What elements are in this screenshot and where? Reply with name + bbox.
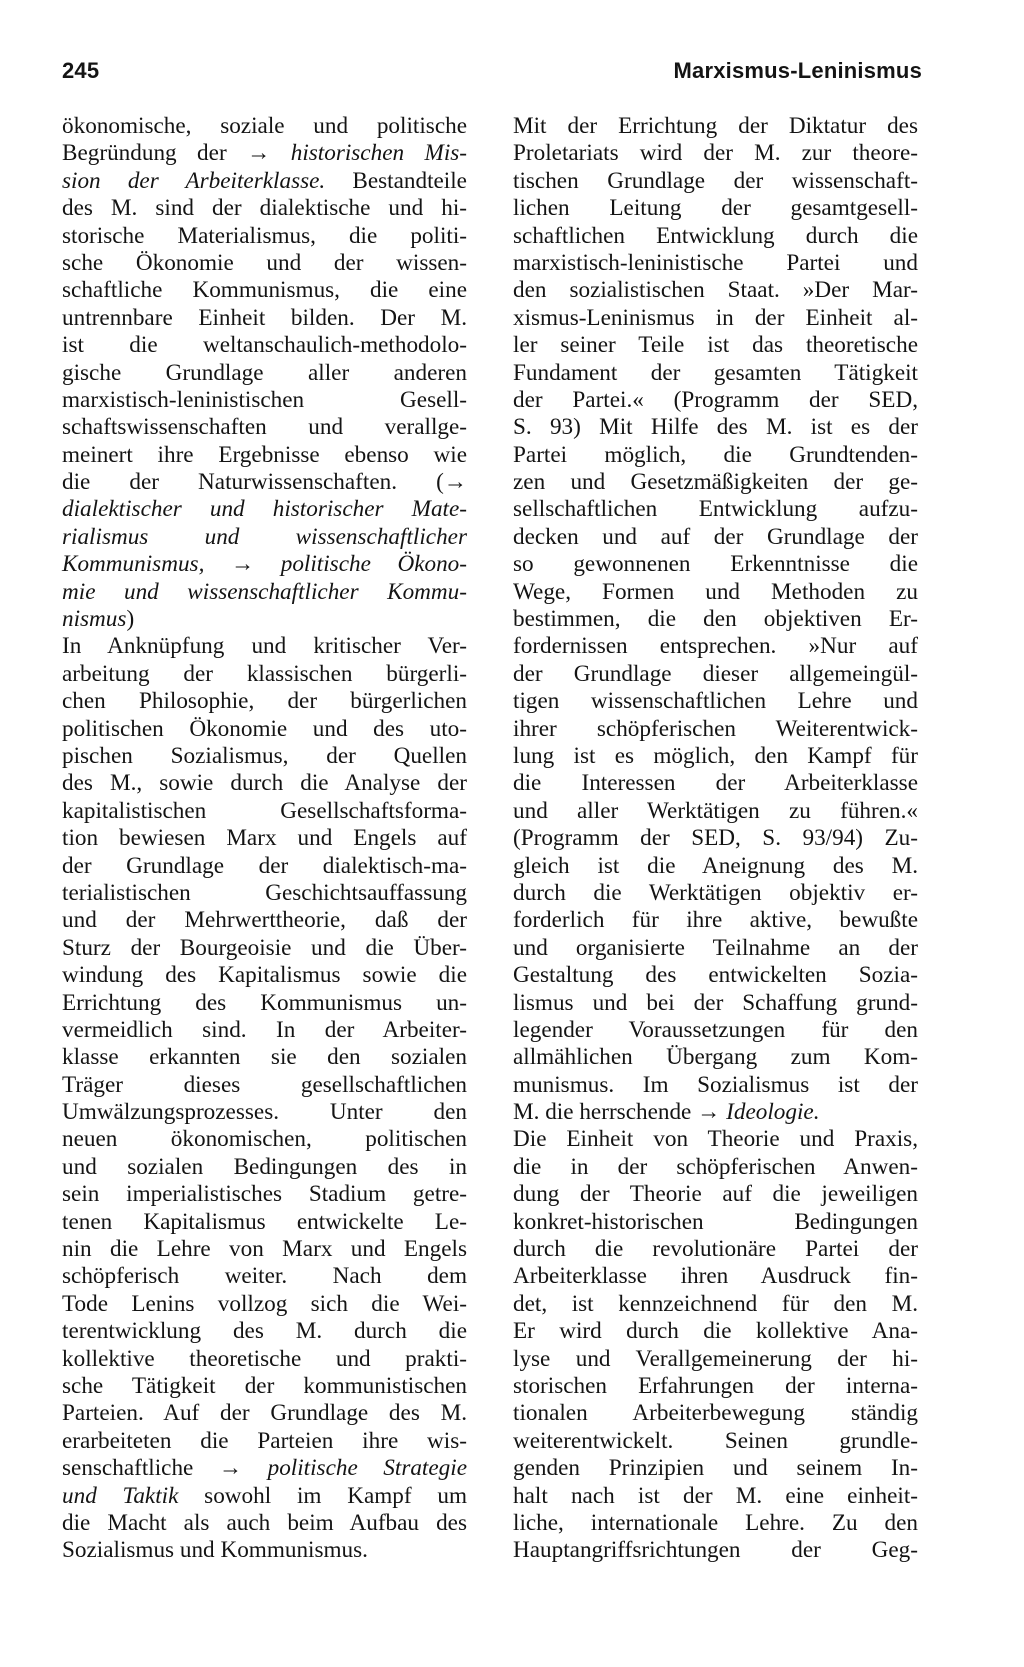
italic-text: Kommunismus, — [62, 551, 205, 578]
text-line — [62, 277, 467, 304]
text-segment: die der Naturwissenschaften. (→ — [62, 469, 467, 496]
text-segment: die Macht als auch beim Aufbau des — [62, 1509, 467, 1536]
text-segment: lichen Leitung der gesamtgesell- — [513, 195, 918, 222]
italic-text: politische Strategie — [267, 1455, 467, 1482]
text-segment: det, ist kennzeichnend für den M. — [513, 1290, 918, 1317]
text-line — [513, 1099, 918, 1126]
text-line — [513, 168, 918, 195]
text-line — [62, 661, 467, 688]
text-line — [62, 250, 467, 277]
text-line — [62, 387, 467, 414]
text-segment: Partei möglich, die Grundtenden- — [513, 441, 918, 468]
text-line — [62, 688, 467, 715]
text-segment: der Partei.« (Programm der SED, — [513, 386, 918, 413]
text-line — [62, 798, 467, 825]
text-line — [513, 1017, 918, 1044]
text-line — [513, 1373, 918, 1400]
text-segment: xismus-Leninismus in der Einheit al- — [513, 304, 918, 331]
italic-text: historischen Mis- — [290, 140, 468, 167]
text-line — [62, 1400, 467, 1427]
text-segment: kapitalistischen Gesellschaftsforma- — [62, 797, 467, 824]
italic-text: und Taktik — [62, 1482, 179, 1509]
text-line — [513, 1181, 918, 1208]
text-segment: die in der schöpferischen Anwen- — [513, 1153, 918, 1180]
text-line — [62, 770, 467, 797]
text-line — [513, 1428, 918, 1455]
text-line — [62, 716, 467, 743]
text-segment: → — [204, 551, 281, 578]
text-line — [513, 770, 918, 797]
right-text-column — [513, 113, 918, 1565]
text-segment: M. die herrschende → — [513, 1099, 727, 1126]
text-segment: und organisierte Teilnahme an der — [513, 934, 918, 961]
text-segment: ist die weltanschaulich-methodolo- — [62, 332, 467, 359]
text-segment: ihrer schöpferischen Weiterentwick- — [513, 715, 918, 742]
text-line — [62, 360, 467, 387]
text-segment: vermeidlich sind. In der Arbeiter- — [62, 1016, 467, 1043]
text-segment: sellschaftlichen Entwicklung aufzu- — [513, 496, 918, 523]
text-line — [62, 825, 467, 852]
text-line — [62, 1044, 467, 1071]
text-line — [513, 113, 918, 140]
text-segment: Begründung der → — [62, 140, 291, 167]
text-line — [62, 1510, 467, 1537]
text-segment: gische Grundlage aller anderen — [62, 359, 467, 386]
text-segment: Errichtung des Kommunismus un- — [62, 989, 467, 1016]
text-segment: Wege, Formen und Methoden zu — [513, 578, 918, 605]
text-line — [513, 1483, 918, 1510]
text-line — [513, 853, 918, 880]
text-segment: erarbeiteten die Parteien ihre wis- — [62, 1427, 467, 1454]
text-line — [513, 1209, 918, 1236]
text-line — [513, 935, 918, 962]
text-segment: meinert ihre Ergebnisse ebenso wie — [62, 441, 467, 468]
text-segment: storische Materialismus, die politi- — [62, 222, 467, 249]
text-segment: Arbeiterklasse ihren Ausdruck fin- — [513, 1263, 918, 1290]
text-line — [62, 990, 467, 1017]
text-line — [62, 1428, 467, 1455]
text-segment: tischen Grundlage der wissenschaft- — [513, 167, 918, 194]
text-segment: sowohl im Kampf um — [178, 1482, 467, 1509]
italic-text: nismus — [62, 606, 127, 633]
text-line — [513, 579, 918, 606]
text-line — [62, 1263, 467, 1290]
text-line — [513, 442, 918, 469]
italic-text: Ideologie. — [726, 1099, 820, 1126]
text-line — [62, 223, 467, 250]
left-text-column — [62, 113, 467, 1565]
text-line — [513, 1044, 918, 1071]
text-line — [513, 469, 918, 496]
text-segment: tenen Kapitalismus entwickelte Le- — [62, 1208, 467, 1235]
text-line — [513, 360, 918, 387]
text-segment: sche Tätigkeit der kommunistischen — [62, 1372, 467, 1399]
text-segment: und sozialen Bedingungen des in — [62, 1153, 467, 1180]
text-segment: durch die revolutionäre Partei der — [513, 1236, 918, 1263]
text-line — [62, 305, 467, 332]
text-line — [62, 880, 467, 907]
text-segment: ler seiner Teile ist das theoretische — [513, 332, 918, 359]
text-line — [513, 1455, 918, 1482]
text-line — [513, 633, 918, 660]
text-segment: schöpferisch weiter. Nach dem — [62, 1263, 467, 1290]
text-line — [62, 606, 467, 633]
text-segment: legender Voraussetzungen für den — [513, 1016, 918, 1043]
text-segment: und der Mehrwerttheorie, daß der — [62, 907, 467, 934]
text-line — [62, 1099, 467, 1126]
text-segment: nin die Lehre von Marx und Engels — [62, 1236, 467, 1263]
text-segment: Gestaltung des entwickelten Sozia- — [513, 962, 918, 989]
text-segment: storischen Erfahrungen der interna- — [513, 1372, 918, 1399]
text-line — [62, 1236, 467, 1263]
text-line — [62, 1483, 467, 1510]
text-segment: terialistischen Geschichtsauffassung — [62, 879, 467, 906]
text-segment: Hauptangriffsrichtungen der Geg- — [513, 1537, 918, 1564]
text-line — [62, 1072, 467, 1099]
text-line — [513, 305, 918, 332]
text-segment: lung ist es möglich, den Kampf für — [513, 742, 918, 769]
text-segment: marxistisch-leninistische Partei und — [513, 249, 918, 276]
page-header — [62, 58, 922, 90]
text-segment: der Grundlage der dialektisch-ma- — [62, 852, 467, 879]
text-segment: munismus. Im Sozialismus ist der — [513, 1071, 918, 1098]
text-segment: senschaftliche → — [62, 1455, 268, 1482]
text-segment: sein imperialistisches Stadium getre- — [62, 1181, 467, 1208]
text-line — [62, 1291, 467, 1318]
text-line — [62, 1017, 467, 1044]
text-segment: arbeitung der klassischen bürgerli- — [62, 660, 467, 687]
text-segment: schaftlichen Entwicklung durch die — [513, 222, 918, 249]
text-segment: Parteien. Auf der Grundlage des M. — [62, 1400, 467, 1427]
text-line — [513, 1400, 918, 1427]
text-line — [513, 1263, 918, 1290]
text-line — [513, 688, 918, 715]
text-line — [513, 1126, 918, 1153]
text-line — [62, 414, 467, 441]
text-line — [513, 1291, 918, 1318]
text-segment: Er wird durch die kollektive Ana- — [513, 1318, 918, 1345]
italic-text: rialismus und wissenschaftlicher — [62, 523, 467, 550]
text-segment: neuen ökonomischen, politischen — [62, 1126, 467, 1153]
text-segment: Fundament der gesamten Tätigkeit — [513, 359, 918, 386]
italic-text: mie und wissenschaftlicher Kommu- — [62, 578, 467, 605]
text-line — [513, 907, 918, 934]
text-segment: tionalen Arbeiterbewegung ständig — [513, 1400, 918, 1427]
text-segment: In Anknüpfung und kritischer Ver- — [62, 633, 467, 660]
text-line — [62, 579, 467, 606]
text-segment: konkret-historischen Bedingungen — [513, 1208, 918, 1235]
text-line — [513, 140, 918, 167]
text-segment: Bestandteile — [325, 167, 467, 194]
text-line — [62, 1346, 467, 1373]
text-segment: Umwälzungsprozesses. Unter den — [62, 1099, 467, 1126]
text-line — [513, 1510, 918, 1537]
text-line — [62, 469, 467, 496]
text-line — [62, 1537, 467, 1564]
text-line — [513, 990, 918, 1017]
text-segment: zen und Gesetzmäßigkeiten der ge- — [513, 469, 918, 496]
text-line — [513, 496, 918, 523]
text-line — [62, 1373, 467, 1400]
text-line — [62, 195, 467, 222]
text-line — [513, 1346, 918, 1373]
text-segment: chen Philosophie, der bürgerlichen — [62, 688, 467, 715]
text-line — [62, 524, 467, 551]
text-line — [62, 853, 467, 880]
text-segment: so gewonnenen Erkenntnisse die — [513, 551, 918, 578]
text-line — [62, 1126, 467, 1153]
text-line — [62, 551, 467, 578]
text-line — [513, 606, 918, 633]
text-segment: windung des Kapitalismus sowie die — [62, 962, 467, 989]
text-segment: liche, internationale Lehre. Zu den — [513, 1509, 918, 1536]
text-line — [513, 277, 918, 304]
page-number: 245 — [62, 58, 100, 83]
text-line — [62, 1318, 467, 1345]
text-segment: Träger dieses gesellschaftlichen — [62, 1071, 467, 1098]
text-segment: ) — [126, 606, 135, 633]
running-head: Marxismus-Leninismus — [673, 58, 922, 83]
text-segment: lyse und Verallgemeinerung der hi- — [513, 1345, 918, 1372]
text-line — [62, 1181, 467, 1208]
text-segment: ökonomische, soziale und politische — [62, 113, 467, 139]
italic-text: dialektischer und historischer Mate- — [62, 496, 467, 523]
text-segment: bestimmen, die den objektiven Er- — [513, 606, 918, 633]
text-segment: allmählichen Übergang zum Kom- — [513, 1044, 918, 1071]
text-line — [62, 935, 467, 962]
text-line — [513, 1154, 918, 1181]
text-line — [62, 496, 467, 523]
text-segment: gleich ist die Aneignung des M. — [513, 852, 918, 879]
text-line — [62, 907, 467, 934]
text-segment: Mit der Errichtung der Diktatur des — [513, 113, 918, 139]
text-segment: Tode Lenins vollzog sich die Wei- — [62, 1290, 467, 1317]
text-line — [513, 524, 918, 551]
italic-text: sion der Arbeiterklasse. — [62, 167, 326, 194]
text-segment: tigen wissenschaftlichen Lehre und — [513, 688, 918, 715]
text-segment: politischen Ökonomie und des uto- — [62, 715, 467, 742]
text-segment: der Grundlage dieser allgemeingül- — [513, 660, 918, 687]
text-line — [62, 1154, 467, 1181]
text-segment: die Interessen der Arbeiterklasse — [513, 770, 918, 797]
text-segment: lismus und bei der Schaffung grund- — [513, 989, 918, 1016]
text-line — [513, 825, 918, 852]
text-line — [62, 962, 467, 989]
text-segment: schaftswissenschaften und verallge- — [62, 414, 467, 441]
text-line — [62, 140, 467, 167]
text-line — [513, 880, 918, 907]
text-segment: decken und auf der Grundlage der — [513, 523, 918, 550]
text-line — [62, 168, 467, 195]
text-line — [62, 1209, 467, 1236]
text-segment: Proletariats wird der M. zur theore- — [513, 140, 918, 167]
text-segment: S. 93) Mit Hilfe des M. ist es der — [513, 414, 918, 441]
text-segment: dung der Theorie auf die jeweiligen — [513, 1181, 918, 1208]
text-segment: halt nach ist der M. eine einheit- — [513, 1482, 918, 1509]
text-segment: Die Einheit von Theorie und Praxis, — [513, 1126, 918, 1153]
text-segment: den sozialistischen Staat. »Der Mar- — [513, 277, 918, 304]
text-line — [513, 1318, 918, 1345]
text-segment: Sturz der Bourgeoisie und die Über- — [62, 934, 467, 961]
text-line — [513, 551, 918, 578]
text-segment: kollektive theoretische und prakti- — [62, 1345, 467, 1372]
text-segment: sche Ökonomie und der wissen- — [62, 249, 467, 276]
text-segment: genden Prinzipien und seinem In- — [513, 1455, 918, 1482]
text-line — [513, 195, 918, 222]
text-segment: klasse erkannten sie den sozialen — [62, 1044, 467, 1071]
text-line — [513, 1537, 918, 1564]
text-segment: des M. sind der dialektische und hi- — [62, 195, 467, 222]
text-segment: (Programm der SED, S. 93/94) Zu- — [513, 825, 918, 852]
text-line — [62, 113, 467, 140]
text-segment: tion bewiesen Marx und Engels auf — [62, 825, 467, 852]
text-segment: untrennbare Einheit bilden. Der M. — [62, 304, 467, 331]
text-line — [513, 332, 918, 359]
text-line — [62, 1455, 467, 1482]
text-line — [62, 743, 467, 770]
text-line — [62, 442, 467, 469]
text-segment: pischen Sozialismus, der Quellen — [62, 742, 467, 769]
text-line — [62, 332, 467, 359]
text-line — [62, 633, 467, 660]
italic-text: politische Ökono- — [280, 551, 467, 578]
text-line — [513, 250, 918, 277]
text-line — [513, 743, 918, 770]
text-segment: terentwicklung des M. durch die — [62, 1318, 467, 1345]
text-segment: des M., sowie durch die Analyse der — [62, 770, 467, 797]
text-line — [513, 223, 918, 250]
text-line — [513, 1236, 918, 1263]
text-segment: durch die Werktätigen objektiv er- — [513, 879, 918, 906]
text-line — [513, 1072, 918, 1099]
text-segment: forderlich für ihre aktive, bewußte — [513, 907, 918, 934]
text-line — [513, 962, 918, 989]
text-segment: weiterentwickelt. Seinen grundle- — [513, 1427, 918, 1454]
text-line — [513, 798, 918, 825]
text-segment: Sozialismus und Kommunismus. — [62, 1537, 368, 1564]
text-line — [513, 661, 918, 688]
text-line — [513, 716, 918, 743]
text-line — [513, 414, 918, 441]
text-line — [513, 387, 918, 414]
text-segment: schaftliche Kommunismus, die eine — [62, 277, 467, 304]
text-segment: und aller Werktätigen zu führen.« — [513, 797, 918, 824]
text-segment: fordernissen entsprechen. »Nur auf — [513, 633, 918, 660]
text-segment: marxistisch-leninistischen Gesell- — [62, 386, 467, 413]
